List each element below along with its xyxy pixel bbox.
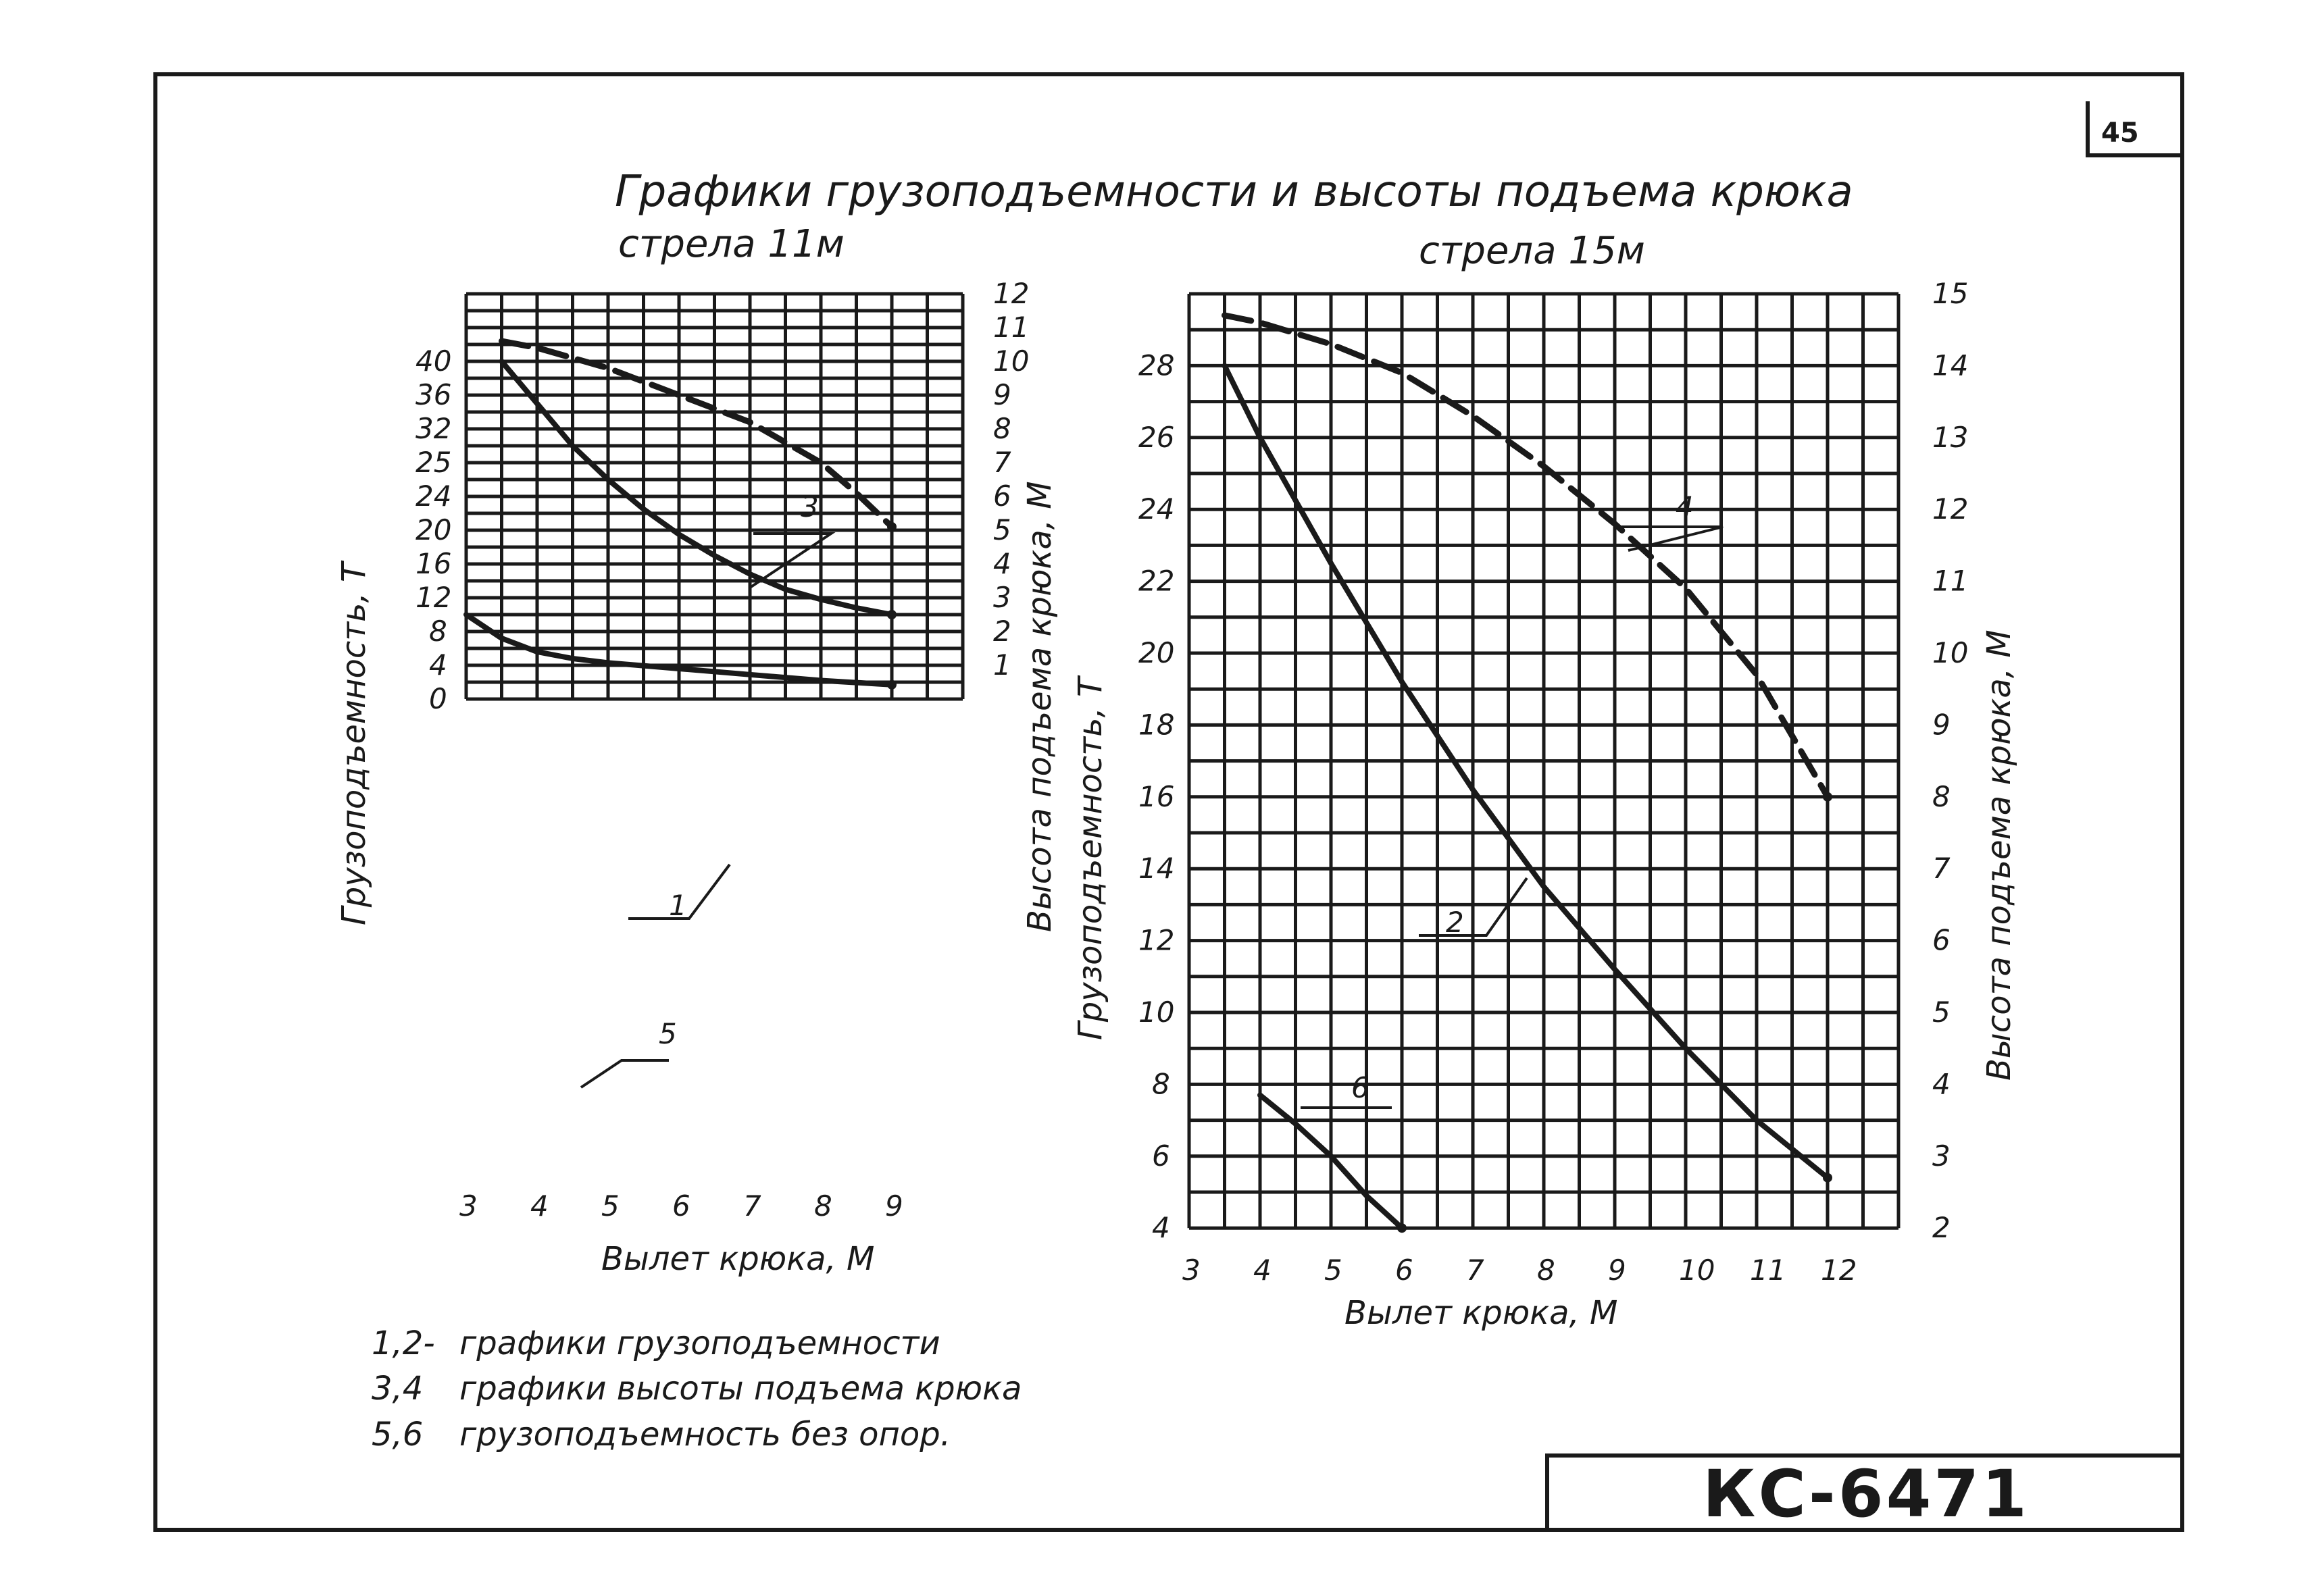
- legend: [372, 1324, 1022, 1453]
- y-left-tick-label: 12: [416, 581, 452, 614]
- x-tick-label: 5: [1324, 1254, 1342, 1287]
- y-right-tick-label: 12: [1932, 492, 1969, 526]
- y-right-tick-label: 13: [1932, 420, 1969, 454]
- y-right-tick-label: 7: [1932, 852, 1951, 885]
- series-4-endpoint: [1823, 792, 1832, 802]
- y-right-tick-label: 14: [1932, 349, 1969, 382]
- y-right-tick-label: 2: [1932, 1211, 1951, 1245]
- legend-text-1: графики грузоподъемности: [459, 1324, 940, 1362]
- y-right-tick-label: 9: [993, 378, 1011, 411]
- y-left-tick-label: 4: [1152, 1211, 1170, 1245]
- curve-number-label: 3: [801, 490, 819, 523]
- y-left-tick-label: 8: [429, 615, 447, 648]
- y-right-tick-label: 9: [1932, 708, 1951, 742]
- x-tick-label: 10: [1679, 1254, 1715, 1287]
- y-left-tick-label: 32: [416, 412, 452, 445]
- chart-boom-15m: [1072, 277, 2018, 1332]
- chart-boom-11m: [335, 277, 1059, 1278]
- y-right-tick-label: 15: [1932, 277, 1969, 310]
- y-left-tick-label: 8: [1152, 1067, 1170, 1101]
- legend-key-1: 1,2-: [372, 1324, 435, 1362]
- x-tick-label: 12: [1821, 1254, 1857, 1287]
- y-right-tick-label: 7: [993, 446, 1011, 479]
- y-right-tick-label: 5: [1932, 996, 1951, 1029]
- series-6-endpoint: [1397, 1223, 1407, 1233]
- x-tick-label: 8: [1537, 1254, 1555, 1287]
- curve-number-label: 4: [1676, 490, 1694, 523]
- x-tick-label: 8: [814, 1189, 832, 1222]
- y-right-tick-label: 11: [993, 311, 1030, 344]
- x-tick-label: 9: [1608, 1254, 1626, 1287]
- chart-2-grid: [1189, 294, 1898, 1228]
- y-left-tick-label: 40: [416, 344, 452, 378]
- y-left-axis-label: Грузоподъемность, Т: [335, 562, 373, 925]
- series-3-endpoint: [887, 522, 897, 532]
- y-left-tick-label: 12: [1138, 923, 1175, 957]
- curve-number-label: 6: [1351, 1071, 1369, 1104]
- y-left-tick-label: 20: [1138, 636, 1175, 669]
- y-right-tick-label: 3: [1932, 1139, 1951, 1173]
- y-left-axis-label: Грузоподъемность, Т: [1072, 677, 1109, 1040]
- x-tick-label: 4: [1253, 1254, 1272, 1287]
- y-right-tick-label: 2: [993, 615, 1011, 648]
- page-number: 45: [2101, 118, 2139, 149]
- y-left-tick-label: 22: [1138, 564, 1175, 598]
- curve-number-label: 2: [1446, 906, 1464, 939]
- chart-2-subtitle: стрела 15м: [1419, 229, 1645, 273]
- series-5-endpoint: [887, 680, 897, 690]
- series-2-line: [1225, 365, 1828, 1177]
- y-left-tick-label: 6: [1152, 1139, 1170, 1173]
- y-right-tick-label: 5: [993, 513, 1011, 546]
- y-left-tick-label: 4: [429, 648, 447, 681]
- legend-key-3: 5,6: [372, 1416, 424, 1453]
- curve-number-label: 1: [669, 889, 687, 922]
- x-axis-label: Вылет крюка, М: [601, 1240, 875, 1278]
- y-right-tick-label: 4: [993, 547, 1011, 580]
- x-tick-label: 3: [459, 1189, 478, 1222]
- legend-key-2: 3,4: [372, 1370, 424, 1408]
- series-1-endpoint: [887, 610, 897, 619]
- y-left-tick-label: 24: [416, 480, 452, 513]
- x-axis-label: Вылет крюка, М: [1344, 1294, 1618, 1332]
- y-left-tick-label: 20: [416, 513, 452, 546]
- x-tick-label: 7: [743, 1189, 761, 1222]
- legend-text-3: грузоподъемность без опор.: [459, 1416, 951, 1453]
- y-left-tick-label: 28: [1138, 349, 1175, 382]
- y-right-tick-label: 4: [1932, 1067, 1951, 1101]
- curve-number-label: 5: [659, 1017, 677, 1050]
- chart-1-subtitle: стрела 11м: [618, 222, 845, 266]
- y-right-tick-label: 12: [993, 277, 1030, 310]
- y-right-tick-label: 8: [993, 412, 1011, 445]
- y-right-tick-label: 6: [1932, 923, 1951, 957]
- y-left-tick-label: 26: [1138, 420, 1175, 454]
- drawing-code: КС-6471: [1703, 1456, 2030, 1532]
- y-left-tick-label: 36: [416, 378, 452, 411]
- x-tick-label: 11: [1750, 1254, 1786, 1287]
- x-tick-label: 3: [1182, 1254, 1201, 1287]
- y-right-tick-label: 11: [1932, 564, 1969, 598]
- y-right-tick-label: 10: [1932, 636, 1969, 669]
- y-left-tick-label: 18: [1138, 708, 1175, 742]
- y-left-tick-label: 16: [416, 547, 452, 580]
- y-right-tick-label: 10: [993, 344, 1030, 378]
- y-left-tick-label: 25: [416, 446, 452, 479]
- main-title: Графики грузоподъемности и высоты подъема крюка: [615, 167, 1853, 217]
- y-left-tick-label: 16: [1138, 779, 1175, 813]
- curve-leader-line: [581, 1060, 669, 1087]
- y-left-tick-label: 0: [429, 682, 447, 715]
- y-right-axis-label: Высота подъема крюка, М: [1980, 629, 2018, 1081]
- chart-1-grid: [466, 294, 963, 699]
- y-right-tick-label: 6: [993, 480, 1011, 513]
- legend-text-2: графики высоты подъема крюка: [459, 1370, 1022, 1408]
- y-right-tick-label: 8: [1932, 779, 1951, 813]
- y-left-tick-label: 10: [1138, 996, 1175, 1029]
- x-tick-label: 7: [1466, 1254, 1484, 1287]
- y-right-tick-label: 3: [993, 581, 1011, 614]
- x-tick-label: 6: [1395, 1254, 1413, 1287]
- series-2-endpoint: [1823, 1173, 1832, 1183]
- x-tick-label: 6: [672, 1189, 690, 1222]
- x-tick-label: 9: [885, 1189, 903, 1222]
- y-right-axis-label: Высота подъема крюка, М: [1021, 481, 1059, 932]
- y-right-tick-label: 1: [993, 648, 1011, 681]
- y-left-tick-label: 24: [1138, 492, 1175, 526]
- y-left-tick-label: 14: [1138, 852, 1175, 885]
- x-tick-label: 4: [530, 1189, 549, 1222]
- x-tick-label: 5: [601, 1189, 620, 1222]
